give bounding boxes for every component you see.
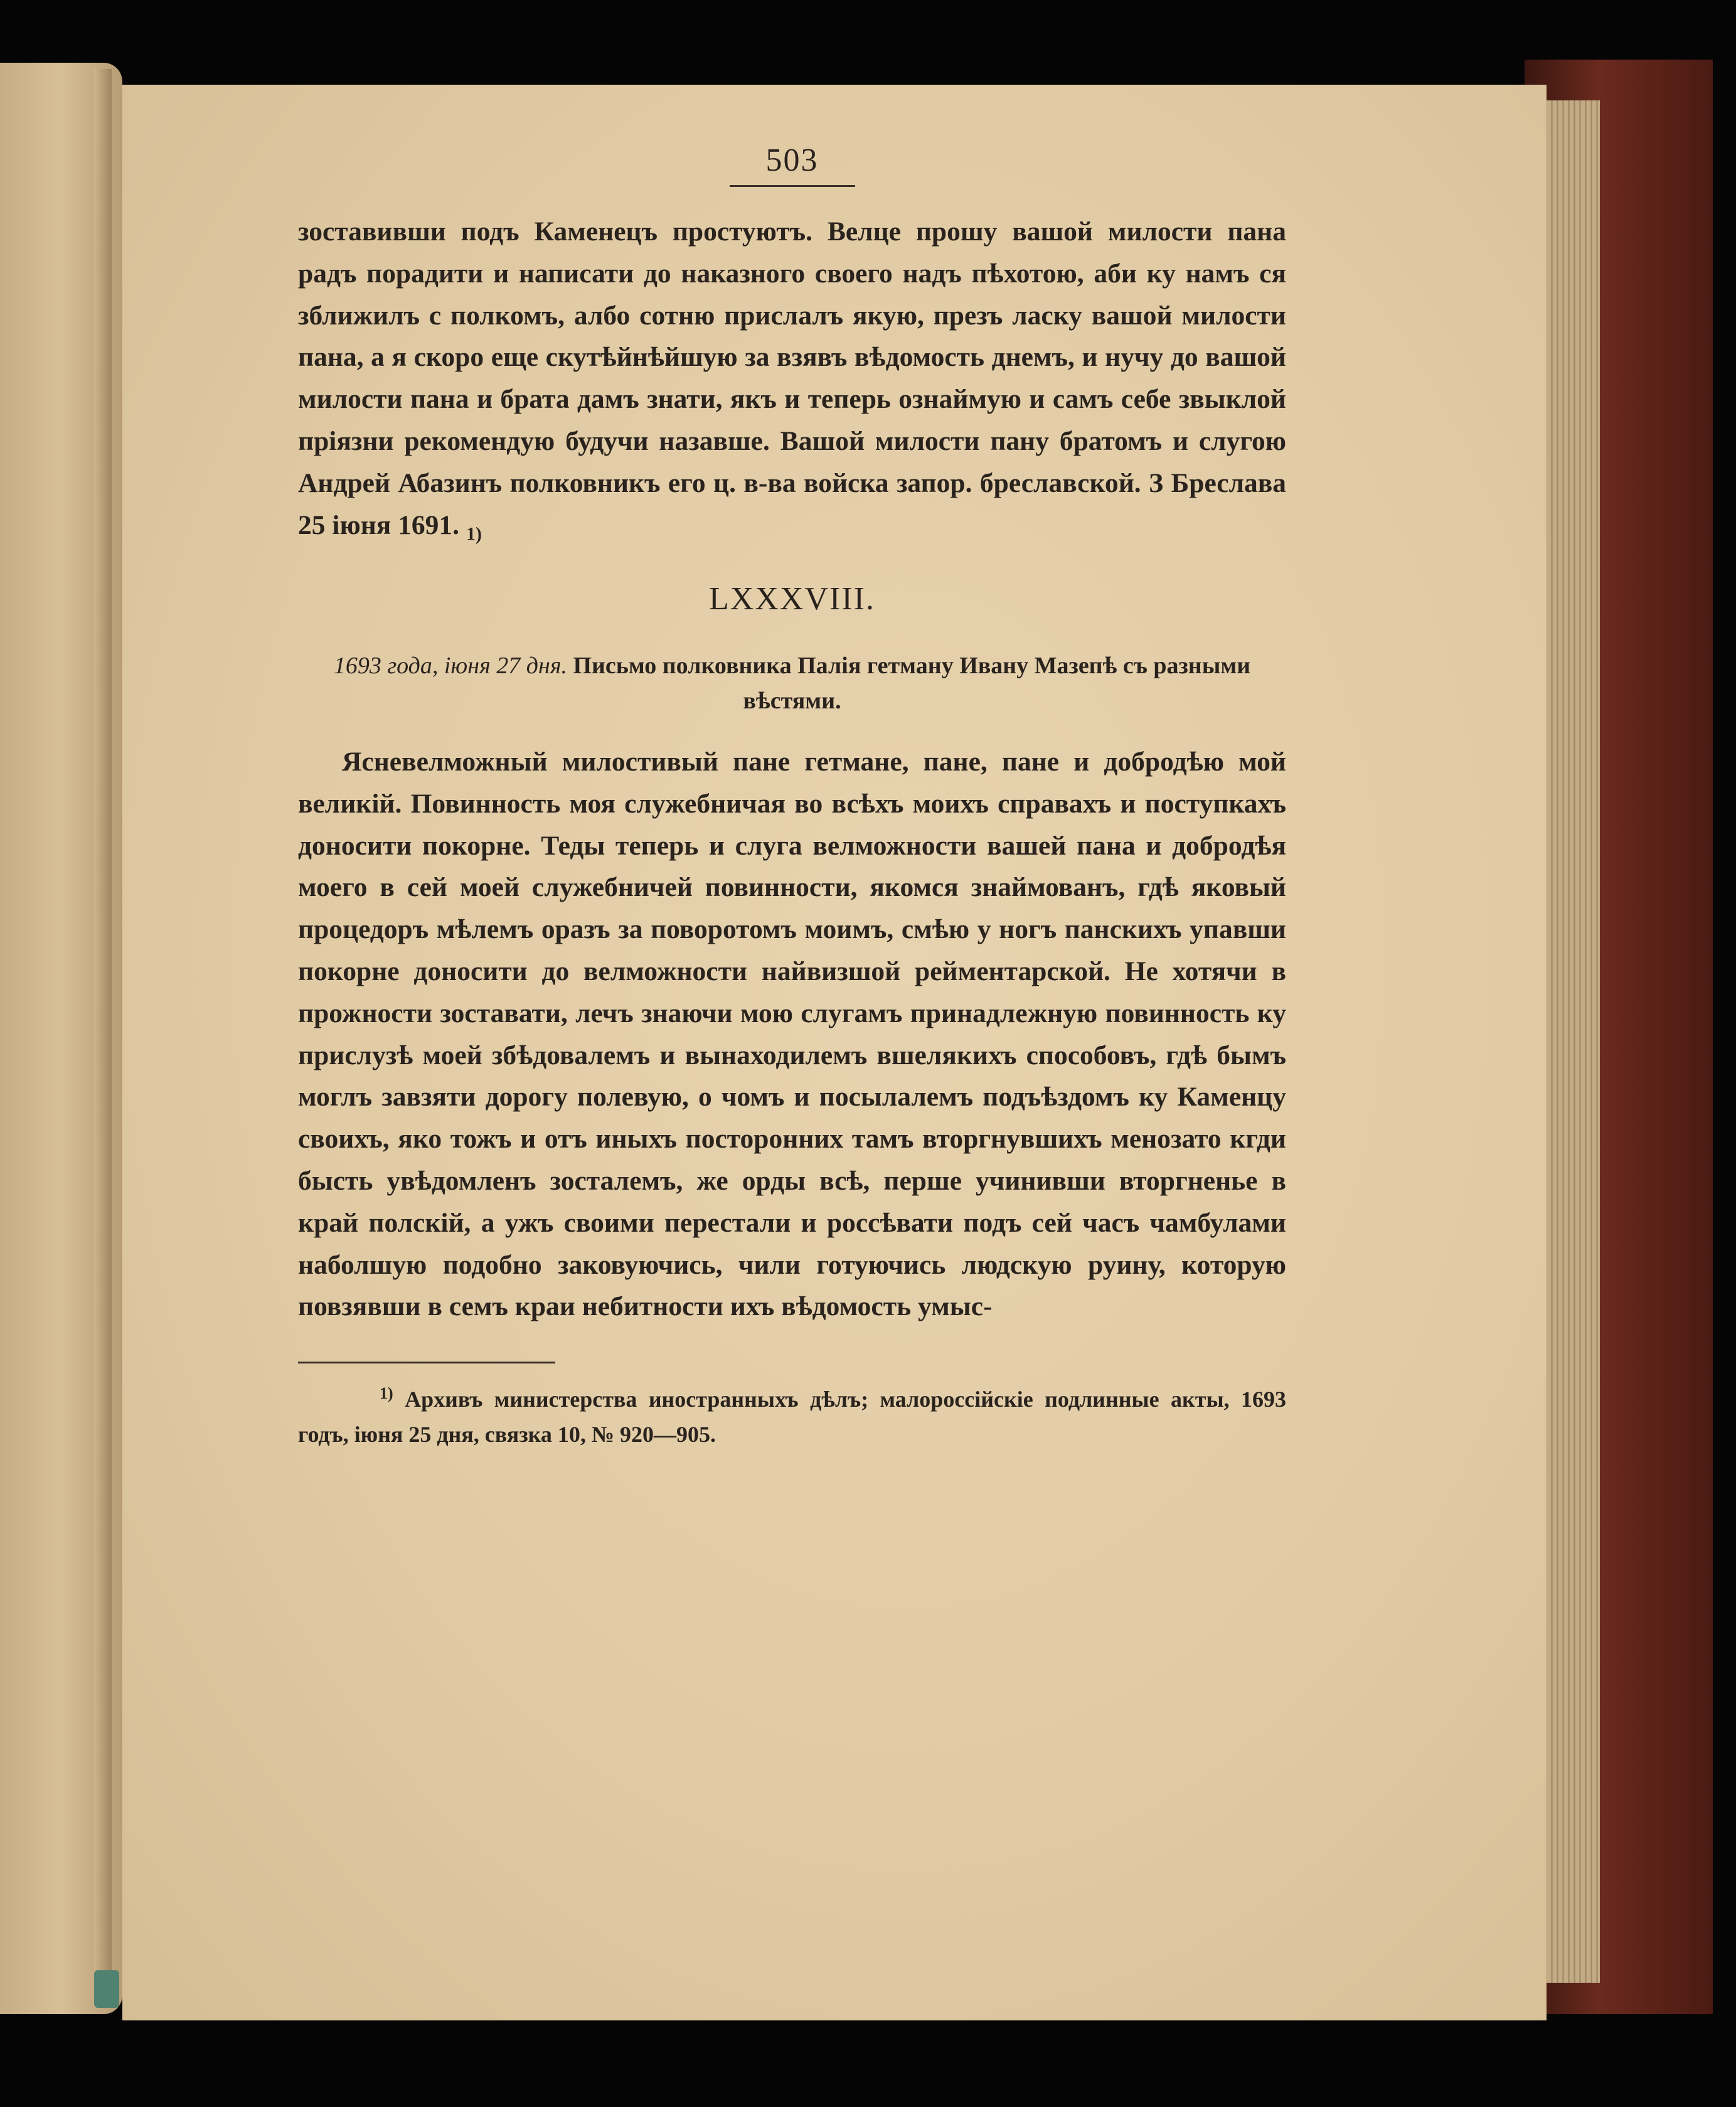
footnote-marker: 1) (380, 1384, 393, 1403)
footnote-rule (298, 1362, 555, 1363)
paragraph-letter-end (298, 211, 1286, 555)
left-page-gutter (94, 69, 112, 2008)
document-heading (298, 648, 1286, 718)
section-title: LXXXVIII. (709, 581, 875, 617)
paragraph-letter-body: Ясневелможный милостивый пане гетмане, пане, пане и добродѣю мой великiй. Повинность моя служебничая во всѣхъ моихъ справахъ и поступкахъ доносити покорне. Теды теперь и слуга велможности вашей пана и добродѣя моего в сей моей служебничей повинности, якомся знаймованъ, гдѣ яковый процедоръ мѣлемъ оразъ за поворотомъ моимъ, смѣю у ногъ панскихъ упавши покорне доносити до велможности найвизшой рейментарской. Не хотячи в прожности зоставати, лечъ знаючи мою слугамъ принадлежную повинность ку прислузѣ моей збѣдовалемъ и вынаходилемъ вшелякихъ способовъ, гдѣ бымъ моглъ завзяти дорогу полевую, о чомъ и посылалемъ подъѣздомъ ку Каменцу своихъ, яко тожъ и отъ иныхъ посторонних тамъ вторгнувшихъ менозато кгди бысть увѣдомленъ зосталемъ, же орды всѣ, перше учинивши вторгненье в край полскiй, а ужъ своими перестали и россѣвати подъ сей часъ чамбулами наболшую подобно заковуючись, чили готуючись людскую руину, которую повзявши в семъ краи небитности ихъ вѣдомость умыс- (298, 747, 1286, 1322)
document-date: 1693 года, iюня 27 дня. (333, 653, 567, 680)
footnote (298, 1376, 1286, 1452)
bookmark-ribbon (94, 1970, 119, 2008)
document-description: Письмо полковника Палiя гетману Ивану Мазепѣ съ разными вѣстями. (573, 653, 1251, 715)
page-number-rule (730, 185, 855, 187)
page-number: 503 (765, 142, 819, 178)
footnote-reference: 1) (466, 523, 482, 545)
footnote-text: Архивъ министерства иностранныхъ дѣлъ; малороссiйскiе подлинные акты, 1693 годъ, iюня 25 дня, связка 10, № 920—905. (298, 1387, 1286, 1448)
paragraph-1-text: зоставивши подъ Каменецъ простуютъ. Велце прошу вашой милости пана радъ порадити и написати до наказного своего надъ пѣхотою, аби ку намъ ся зближилъ с полкомъ, албо сотню прислалъ якую, презъ ласку вашой милости пана, а я скоро еще скутѣйнѣйшую за взявъ вѣдомость днемъ, и нучу до вашой милости пана и брата дамъ знати, якъ и теперь ознаймую и самъ себе звыклой прiязни рекомендую будучи назавше. Вашой милости пану братомъ и слугою Андрей Абазинъ полковникъ его ц. в-ва войска запор. бреславской. З Бреслава 25 iюня 1691. (298, 216, 1286, 540)
page-content (298, 141, 1286, 1452)
book-page (122, 85, 1547, 2020)
